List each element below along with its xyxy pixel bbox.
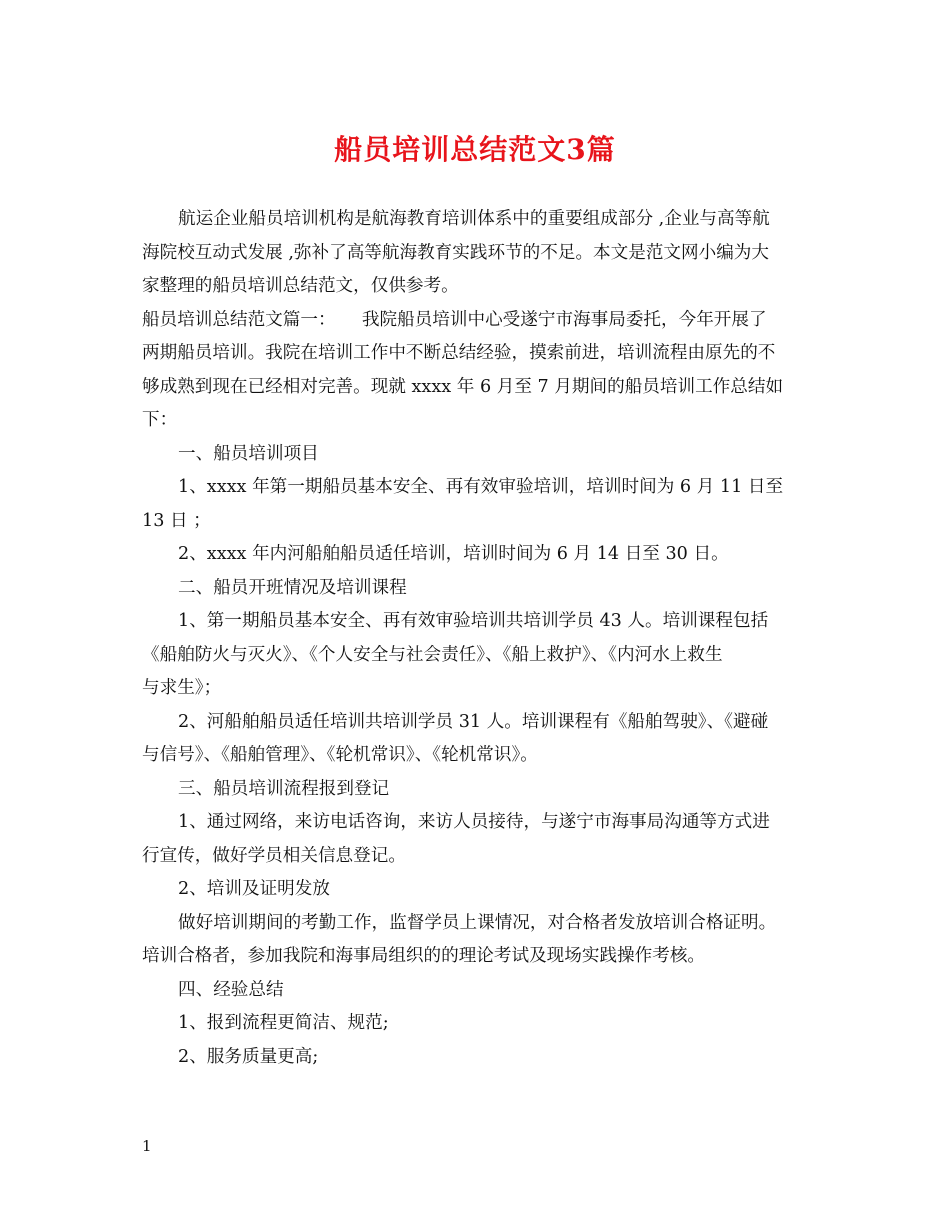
body-line: 1、通过网络，来访电话咨询，来访人员接待，与遂宁市海事局沟通等方式进: [178, 812, 770, 832]
page-number: 1: [142, 1137, 152, 1155]
body-line: 培训合格者，参加我院和海事局组织的的理论考试及现场实践操作考核。: [142, 946, 706, 966]
body-line: 2、服务质量更高;: [178, 1046, 319, 1067]
body-line: 1、报到流程更简洁、规范;: [178, 1013, 389, 1033]
body-line: 航运企业船员培训机构是航海教育培训体系中的重要组成部分 ,企业与高等航: [178, 209, 770, 229]
document-body: [142, 203, 812, 1074]
body-line: 船员培训总结范文篇一： 我院船员培训中心受遂宁市海事局委托，今年开展了: [142, 309, 767, 330]
body-line: 2、河船舶船员适任培训共培训学员 31 人。培训课程有《船舶驾驶》、《避碰: [178, 711, 769, 732]
section-heading: 一、船员培训项目: [178, 443, 319, 464]
body-line: 1、第一期船员基本安全、再有效审验培训共培训学员 43 人。培训课程包括: [178, 611, 769, 631]
body-line: 海院校互动式发展 ,弥补了高等航海教育实践环节的不足。本文是范文网小编为大: [142, 242, 769, 263]
body-line: 《船舶防火与灭火》、《个人安全与社会责任》、《船上救护》、《内河水上救生: [142, 644, 723, 665]
body-line: 2、培训及证明发放: [178, 879, 330, 899]
body-line: 做好培训期间的考勤工作，监督学员上课情况，对合格者发放培训合格证明。: [178, 912, 777, 933]
body-line: 13 日 ；: [142, 510, 211, 531]
document-title: 船员培训总结范文3篇: [334, 133, 616, 166]
section-heading: 二、船员开班情况及培训课程: [178, 577, 407, 598]
body-line: 1、xxxx 年第一期船员基本安全、再有效审验培训，培训时间为 6 月 11 日至: [178, 477, 784, 497]
body-line: 行宣传，做好学员相关信息登记。: [142, 845, 406, 866]
body-line: 2、xxxx 年内河船舶船员适任培训，培训时间为 6 月 14 日至 30 日。: [178, 544, 729, 564]
section-heading: 四、经验总结: [178, 979, 284, 1000]
body-line: 两期船员培训。我院在培训工作中不断总结经验，摸索前进，培训流程由原先的不: [142, 343, 776, 363]
section-heading: 三、船员培训流程报到登记: [178, 778, 390, 799]
body-line: 与求生》；: [142, 678, 222, 698]
body-line: 家整理的船员培训总结范文，仅供参考。: [142, 276, 459, 296]
body-line: 与信号》、《船舶管理》、《轮机常识》、《轮机常识》。: [142, 745, 538, 765]
body-line: 够成熟到现在已经相对完善。现就 xxxx 年 6 月至 7 月期间的船员培训工作总结如: [142, 376, 784, 397]
body-line: 下：: [142, 410, 178, 430]
